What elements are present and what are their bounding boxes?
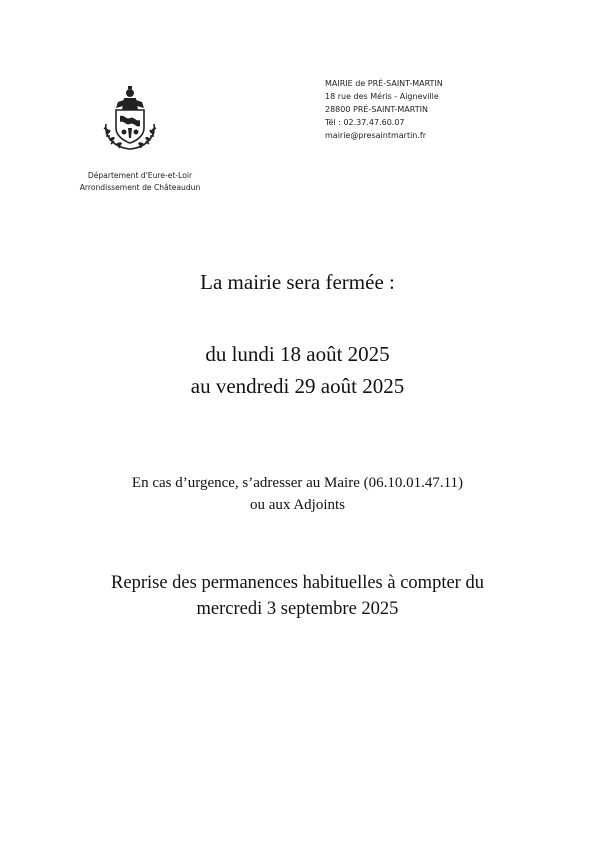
mairie-phone: Tél : 02.37.47.60.07	[325, 118, 405, 127]
mairie-city: 28800 PRÉ-SAINT-MARTIN	[325, 105, 428, 114]
mairie-address-block	[325, 77, 525, 142]
resume-notice	[0, 570, 595, 622]
department-block	[50, 170, 230, 194]
arrondissement-label: Arrondissement de Châteaudun	[79, 183, 201, 192]
closure-title: La mairie sera fermée :	[200, 270, 395, 294]
mairie-email: mairie@presaintmartin.fr	[325, 131, 427, 140]
closure-date-from: du lundi 18 août 2025	[205, 342, 390, 366]
mairie-name: MAIRIE de PRÉ-SAINT-MARTIN	[325, 79, 443, 88]
closure-dates	[0, 338, 595, 402]
emergency-contact	[0, 472, 595, 516]
coat-of-arms-icon	[98, 84, 162, 154]
mairie-street: 18 rue des Méris - Aigneville	[325, 92, 439, 101]
department-label: Département d'Eure-et-Loir	[87, 171, 193, 180]
emergency-line-1: En cas d’urgence, s’adresser au Maire (06.10.01.47.11)	[131, 475, 464, 491]
resume-line-1: Reprise des permanences habituelles à compter du	[111, 573, 484, 593]
closure-date-to: au vendredi 29 août 2025	[190, 374, 405, 398]
resume-line-2: mercredi 3 septembre 2025	[196, 599, 399, 619]
emergency-line-2: ou aux Adjoints	[249, 497, 345, 513]
